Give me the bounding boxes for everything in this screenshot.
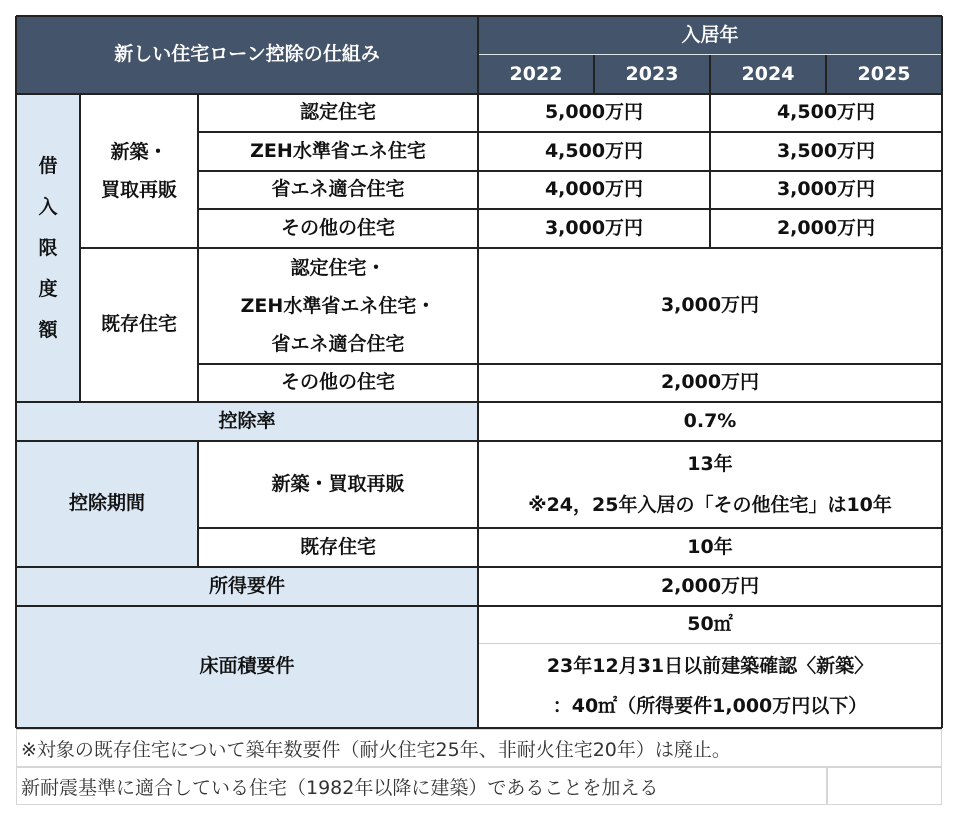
limit-existing-other: 2,000万円 <box>478 364 942 402</box>
existing-other-type: その他の住宅 <box>198 364 478 402</box>
borrowing-limit-char: 限 <box>38 236 58 259</box>
borrowing-limit-char: 額 <box>38 318 58 341</box>
border <box>16 15 942 17</box>
border <box>197 94 199 402</box>
border <box>198 527 942 529</box>
deduction-rate-value: 0.7% <box>478 402 942 441</box>
income-requirement-label: 所得要件 <box>16 567 478 606</box>
border <box>16 93 942 95</box>
year-2025: 2025 <box>826 55 942 94</box>
limit-energy-saving-2024-2025: 3,000万円 <box>710 171 942 209</box>
new-build-label: 新築・ 買取再販 <box>80 94 198 248</box>
note-empty-cell <box>827 767 942 805</box>
move-in-year-header: 入居年 <box>478 16 942 55</box>
border <box>79 94 81 402</box>
year-2023: 2023 <box>594 55 710 94</box>
border <box>198 363 942 365</box>
housing-type-zeh: ZEH水準省エネ住宅 <box>198 132 478 171</box>
existing-housing-label: 既存住宅 <box>80 248 198 402</box>
limit-other-2022-2023: 3,000万円 <box>478 209 710 248</box>
border <box>477 16 479 728</box>
limit-zeh-2024-2025: 3,500万円 <box>710 132 942 171</box>
floor-area-sub-value: 23年12月31日以前建築確認〈新築〉 ：40㎡（所得要件1,000万円以下） <box>478 644 942 728</box>
note-building-age: ※対象の既存住宅について築年数要件（耐火住宅25年、非耐火住宅20年）は廃止。 <box>16 729 942 767</box>
border <box>825 55 827 94</box>
period-new-build-label: 新築・買取再販 <box>198 441 478 528</box>
border <box>16 440 942 442</box>
housing-type-energy-saving: 省エネ適合住宅 <box>198 171 478 209</box>
border <box>709 55 711 248</box>
note-earthquake-standard: 新耐震基準に適合している住宅（1982年以降に建築）であることを加える <box>16 767 827 805</box>
border <box>16 605 942 607</box>
border <box>198 208 942 210</box>
year-2024: 2024 <box>710 55 826 94</box>
border <box>941 16 943 728</box>
border <box>198 131 942 133</box>
housing-type-certified: 認定住宅 <box>198 94 478 132</box>
border <box>15 16 17 728</box>
borrowing-limit-char: 借 <box>38 154 58 177</box>
period-existing-value: 10年 <box>478 528 942 567</box>
limit-certified-2022-2023: 5,000万円 <box>478 94 710 132</box>
limit-existing-certified: 3,000万円 <box>478 248 942 364</box>
limit-zeh-2022-2023: 4,500万円 <box>478 132 710 171</box>
limit-other-2024-2025: 2,000万円 <box>710 209 942 248</box>
border <box>593 55 595 94</box>
limit-energy-saving-2022-2023: 4,000万円 <box>478 171 710 209</box>
existing-certified-types: 認定住宅・ ZEH水準省エネ住宅・ 省エネ適合住宅 <box>198 248 478 364</box>
borrowing-limit-char: 入 <box>38 195 58 218</box>
border <box>16 566 942 568</box>
borrowing-limit-char: 度 <box>38 277 58 300</box>
period-new-build-value: 13年 ※24，25年入居の「その他住宅」は10年 <box>478 441 942 528</box>
borrowing-limit-label <box>16 94 80 402</box>
border <box>197 441 199 567</box>
floor-area-label: 床面積要件 <box>16 606 478 728</box>
border <box>478 643 942 644</box>
table-title: 新しい住宅ローン控除の仕組み <box>16 16 478 94</box>
deduction-period-label: 控除期間 <box>16 441 198 567</box>
border <box>198 170 942 172</box>
housing-loan-deduction-table <box>16 16 942 728</box>
border <box>16 401 942 403</box>
period-existing-label: 既存住宅 <box>198 528 478 567</box>
limit-certified-2024-2025: 4,500万円 <box>710 94 942 132</box>
housing-type-other: その他の住宅 <box>198 209 478 248</box>
income-requirement-value: 2,000万円 <box>478 567 942 606</box>
year-2022: 2022 <box>478 55 594 94</box>
floor-area-main-value: 50㎡ <box>478 606 942 644</box>
border <box>80 247 942 249</box>
deduction-rate-label: 控除率 <box>16 402 478 441</box>
